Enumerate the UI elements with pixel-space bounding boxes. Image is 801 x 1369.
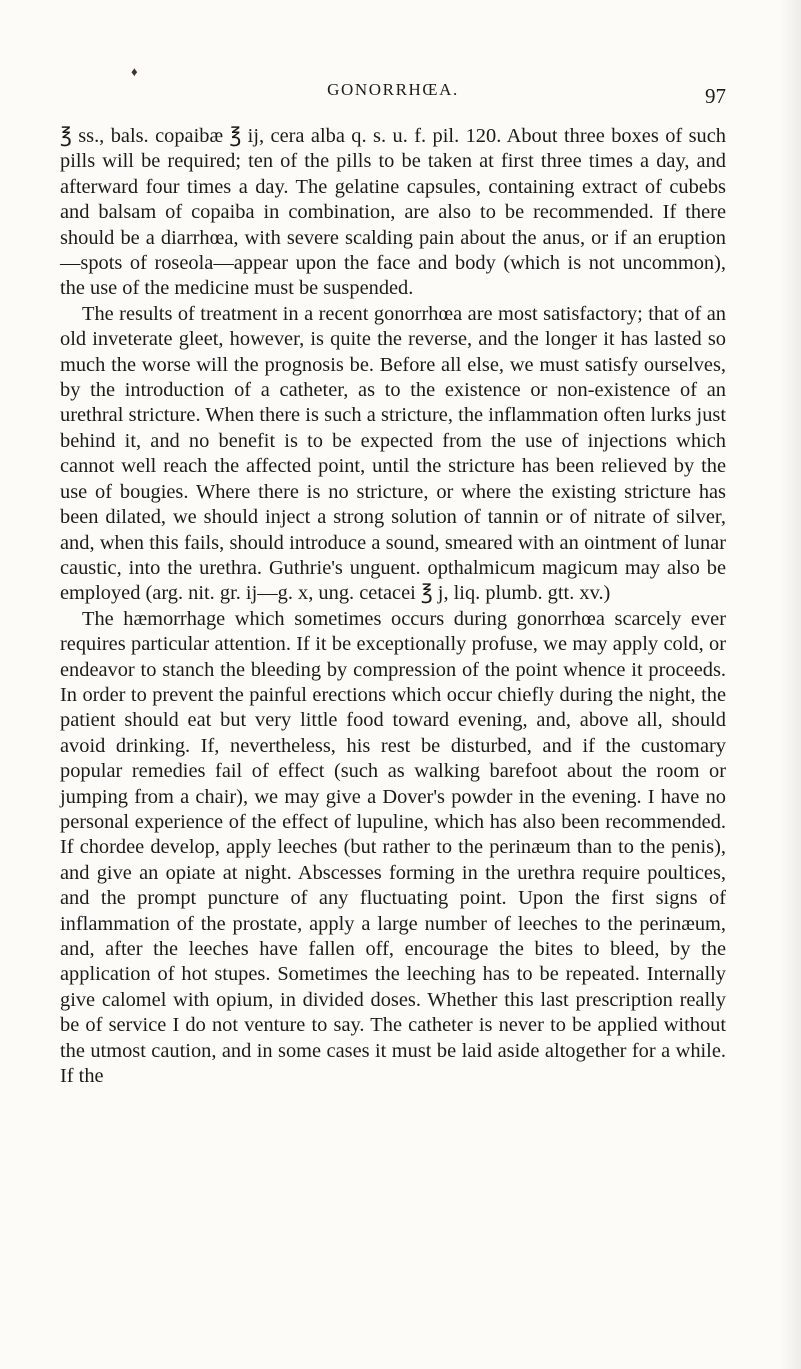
page-number: 97 [705, 84, 726, 108]
paragraph-1: ℥ ss., bals. copaibæ ℥ ij, cera alba q. s. u. f. pil. 120. About three boxes of such pills will be required; ten of the pills to be taken at first three times a day, and afterward four times a day. The gelatine capsules, containing extract of cubebs and balsam of copaiba in combination, are also to be recommended. If there should be a diarrhœa, with severe scalding pain about the anus, or if an eruption—spots of roseola—appear upon the face and body (which is not uncommon), the use of the medicine must be suspended. [60, 125, 726, 300]
paragraph-3: The hæmorrhage which sometimes occurs during gonorrhœa scarcely ever requires particular attention. If it be exceptionally profuse, we may apply cold, or endeavor to stanch the bleeding by compression of the point whence it proceeds. In order to prevent the painful erections which occur chiefly during the night, the patient should eat but very little food toward evening, and, above all, should avoid drinking. If, nevertheless, his rest be disturbed, and if the customary popular remedies fail of effect (such as walking barefoot about the room or jumping from a chair), we may give a Dover's powder in the evening. I have no personal experience of the effect of lupuline, which has also been recommended. If chordee develop, apply leeches (but rather to the perinæum than to the penis), and give an opiate at night. Abscesses forming in the urethra require poultices, and the prompt puncture of any fluctuating point. Upon the first signs of inflammation of the prostate, apply a large number of leeches to the perinæum, and, after the leeches have fallen off, encourage the bites to bleed, by the application of hot stupes. Sometimes the leeching has to be repeated. Internally give calomel with opium, in divided doses. Whether this last prescription really be of service I do not venture to say. The catheter is never to be applied without the utmost caution, and in some cases it must be laid aside altogether for a while. If the [60, 607, 726, 1088]
running-title: GONORRHŒA. [327, 80, 459, 99]
page-edge-shadow [779, 0, 801, 1369]
body-text [60, 124, 726, 1089]
paragraph-2: The results of treatment in a recent gonorrhœa are most satisfactory; that of an old inveterate gleet, however, is quite the reverse, and the longer it has lasted so much the worse will the prognosis be. Before all else, we must satisfy ourselves, by the introduction of a catheter, as to the existence or non-existence of an urethral stricture. When there is such a stricture, the inflammation often lurks just behind it, and no benefit is to be expected from the use of injections which cannot well reach the affected point, until the stricture has been relieved by the use of bougies. Where there is no stricture, or where the existing stricture has been dilated, we should inject a strong solution of tannin or of nitrate of silver, and, when this fails, should introduce a sound, smeared with an ointment of lunar caustic, into the urethra. Guthrie's unguent. opthalmicum magicum may also be employed (arg. nit. gr. ij—g. x, ung. cetacei ℥ j, liq. plumb. gtt. xv.) [60, 302, 726, 605]
page-header [60, 78, 726, 118]
stray-mark: ♦ [131, 64, 138, 79]
